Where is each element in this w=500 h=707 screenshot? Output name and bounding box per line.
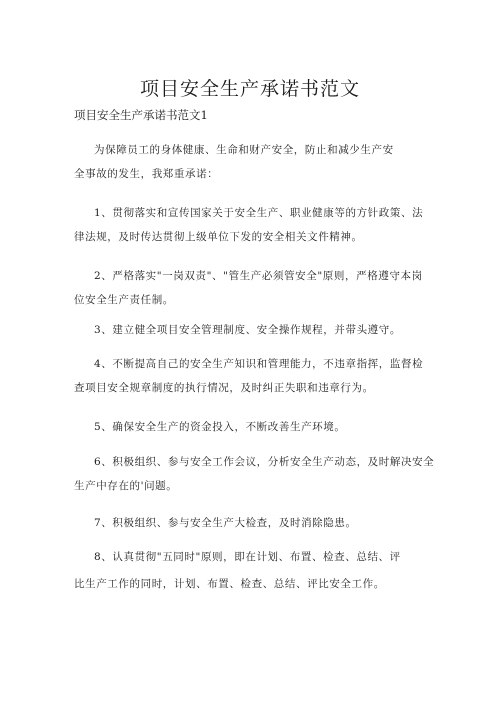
item-8-line-1: 8、认真贯彻"五同时"原则，即在计划、布置、检查、总结、评: [94, 551, 401, 563]
intro-line-1: 为保障员工的身体健康、生命和财产安全，防止和减少生产安: [94, 144, 394, 156]
item-3-line-1: 3、建立健全项目安全管理制度、安全操作规程，并带头遵守。: [94, 324, 401, 336]
item-4-line-1: 4、不断提高自己的安全生产知识和管理能力，不违章指挥，监督检: [94, 358, 424, 370]
item-6-line-1: 6、积极组织、参与安全工作会议，分析安全生产动态，及时解决安全: [94, 456, 435, 468]
document-subtitle: 项目安全生产承诺书范文1: [74, 108, 208, 122]
item-1-line-2: 律法规，及时传达贯彻上级单位下发的安全相关文件精神。: [74, 231, 363, 243]
item-8-line-2: 比生产工作的同时，计划、布置、检查、总结、评比安全工作。: [74, 578, 385, 590]
item-6-line-2: 生产中存在的'问题。: [74, 480, 178, 492]
item-5-line-1: 5、确保安全生产的资金投入，不断改善生产环境。: [94, 421, 346, 433]
item-2-line-2: 位安全生产责任制。: [74, 294, 174, 306]
item-2-line-1: 2、严格落实"一岗双责"、"管生产必须管安全"原则，严格遵守本岗: [94, 270, 423, 282]
item-7-line-1: 7、积极组织、参与安全生产大检查，及时消除隐患。: [94, 517, 357, 529]
item-1-line-1: 1、贯彻落实和宣传国家关于安全生产、职业健康等的方针政策、法: [94, 207, 424, 219]
document-title: 项目安全生产承诺书范文: [139, 78, 360, 100]
intro-line-2: 全事故的发生，我郑重承诺：: [74, 168, 219, 180]
item-4-line-2: 查项目安全规章制度的执行情况，及时纠正失职和违章行为。: [74, 382, 374, 394]
